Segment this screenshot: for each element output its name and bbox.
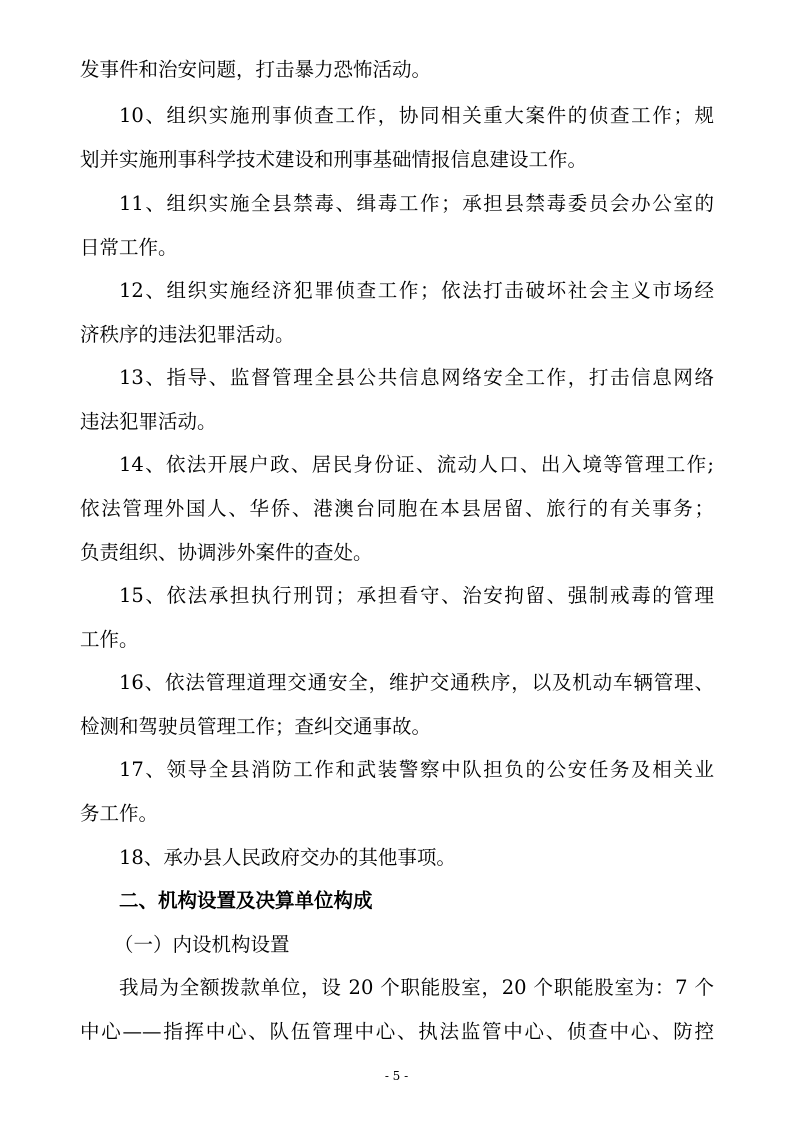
list-item-13-line-2: 违法犯罪活动。 xyxy=(80,410,217,433)
list-item-17-line-2: 务工作。 xyxy=(80,802,159,825)
section-heading: 二、机构设置及决算单位构成 xyxy=(119,889,373,912)
list-item-13-line-1: 13、指导、监督管理全县公共信息网络安全工作，打击信息网络 xyxy=(119,366,714,389)
list-item-11-line-1: 11、组织实施全县禁毒、缉毒工作；承担县禁毒委员会办公室的 xyxy=(119,192,714,215)
list-item-17-line-1: 17、领导全县消防工作和武装警察中队担负的公安任务及相关业 xyxy=(119,758,714,781)
list-item-14-line-2: 依法管理外国人、华侨、港澳台同胞在本县居留、旅行的有关事务； xyxy=(80,497,714,520)
list-item-10-line-2: 划并实施刑事科学技术建设和刑事基础情报信息建设工作。 xyxy=(80,148,588,171)
list-item-12-line-2: 济秩序的违法犯罪活动。 xyxy=(80,323,295,346)
list-item-10-line-1: 10、组织实施刑事侦查工作，协同相关重大案件的侦查工作；规 xyxy=(119,104,714,127)
text-line: 发事件和治安问题，打击暴力恐怖活动。 xyxy=(80,58,432,81)
list-item-14-line-3: 负责组织、协调涉外案件的查处。 xyxy=(80,541,373,564)
page-number: - 5 - xyxy=(384,1069,409,1083)
list-item-14-line-1: 14、依法开展户政、居民身份证、流动人口、出入境等管理工作; xyxy=(119,453,714,476)
subsection-heading: （一）内设机构设置 xyxy=(114,933,290,956)
list-item-15-line-1: 15、依法承担执行刑罚；承担看守、治安拘留、强制戒毒的管理 xyxy=(119,584,714,607)
list-item-12-line-1: 12、组织实施经济犯罪侦查工作；依法打击破坏社会主义市场经 xyxy=(119,279,714,302)
list-item-16-line-2: 检测和驾驶员管理工作；查纠交通事故。 xyxy=(80,715,432,738)
list-item-18: 18、承办县人民政府交办的其他事项。 xyxy=(119,846,456,869)
list-item-15-line-2: 工作。 xyxy=(80,628,139,651)
paragraph-line-2: 中心——指挥中心、队伍管理中心、执法监管中心、侦查中心、防控 xyxy=(80,1020,714,1043)
list-item-16-line-1: 16、依法管理道理交通安全，维护交通秩序，以及机动车辆管理、 xyxy=(119,671,714,694)
list-item-11-line-2: 日常工作。 xyxy=(80,236,178,259)
paragraph-line-1: 我局为全额拨款单位，设 20 个职能股室，20 个职能股室为：7 个 xyxy=(119,976,714,999)
